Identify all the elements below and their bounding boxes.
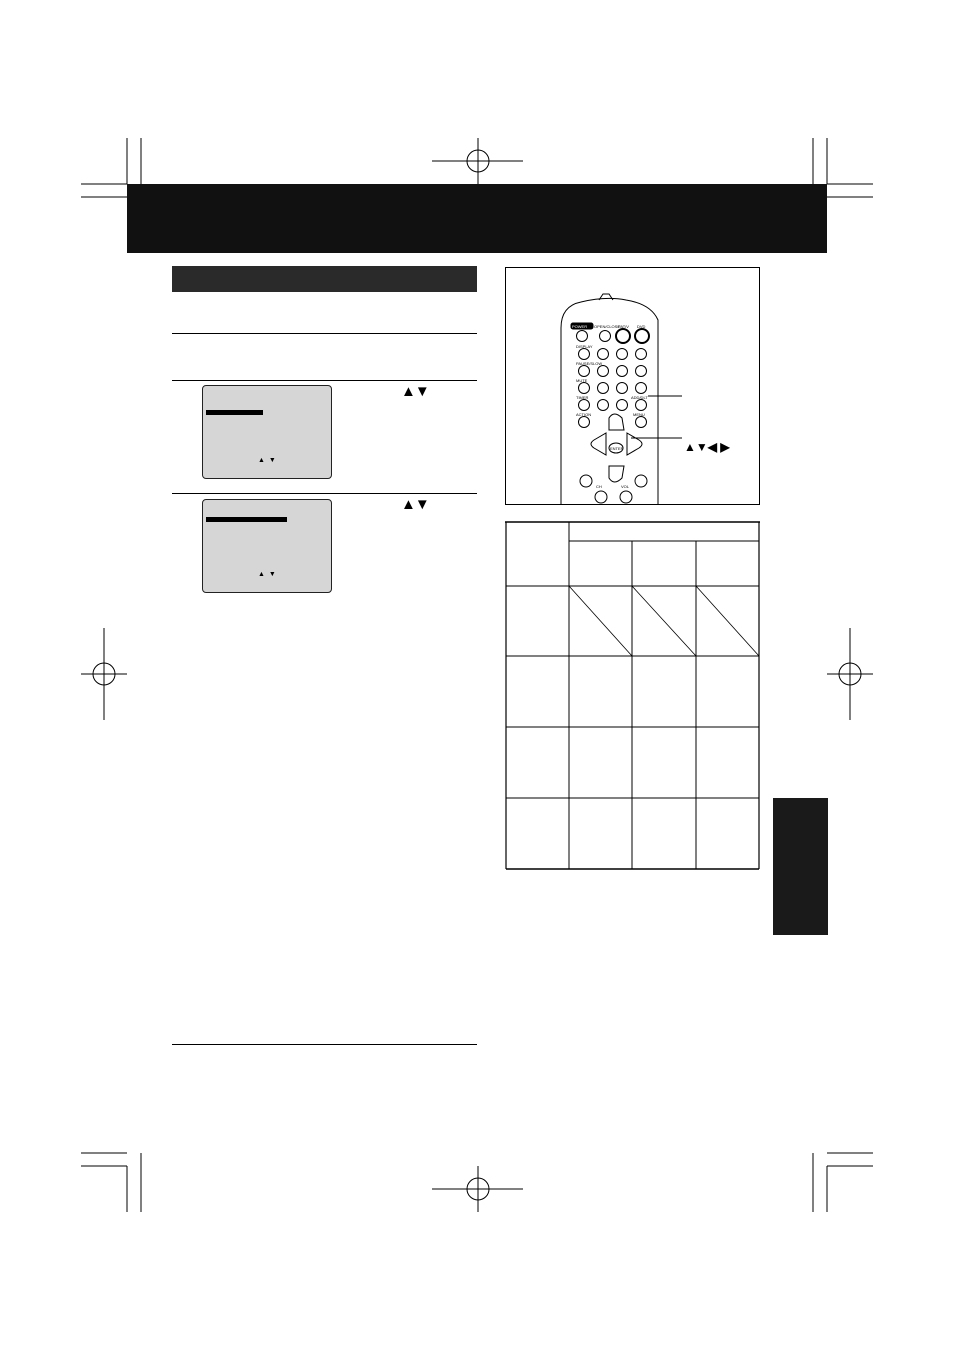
divider-step2	[172, 493, 477, 494]
action-label: ACTION	[576, 412, 592, 417]
osd-screen-step1	[202, 385, 332, 479]
osd-highlight	[206, 517, 287, 522]
display-label: DISPLAY	[576, 344, 593, 349]
divider-step1	[172, 380, 477, 381]
step1-arrow-keys: ▲▼	[401, 383, 429, 400]
power-button-label: POWER	[572, 324, 588, 329]
timer-label: TIMER	[576, 395, 589, 400]
add-dlt-label: ADD/DLT	[631, 395, 648, 400]
dvd-label: DVD	[637, 324, 646, 329]
ch-label: CH	[596, 484, 602, 489]
nav-keys-callout: ▲▼◀ ▶	[684, 440, 730, 454]
menu-label: MENU	[633, 412, 645, 417]
vol-label: VOL	[621, 484, 630, 489]
osd-highlight	[206, 410, 263, 415]
open-close-label: OPEN/CLOSE	[594, 324, 621, 329]
section-heading-bar	[172, 266, 477, 292]
enter-label: ENTER	[610, 446, 624, 451]
page-header-bar	[127, 184, 827, 253]
divider-top	[172, 333, 477, 334]
remote-control-drawing	[506, 268, 759, 504]
tv-vcr-label: PAT/V	[618, 324, 629, 329]
remote-illustration	[505, 267, 760, 505]
side-chapter-tab	[773, 798, 828, 935]
step2-arrow-keys: ▲▼	[401, 496, 429, 513]
osd-arrow-hint: ▲ ▼	[258, 457, 277, 464]
osd-arrow-hint: ▲ ▼	[258, 571, 277, 578]
pause-slow-label: PAUSE/SLOW	[576, 361, 603, 366]
settings-table	[505, 521, 761, 873]
divider-bottom	[172, 1044, 477, 1045]
mute-label: MUTE	[576, 378, 588, 383]
osd-screen-step2	[202, 499, 332, 593]
